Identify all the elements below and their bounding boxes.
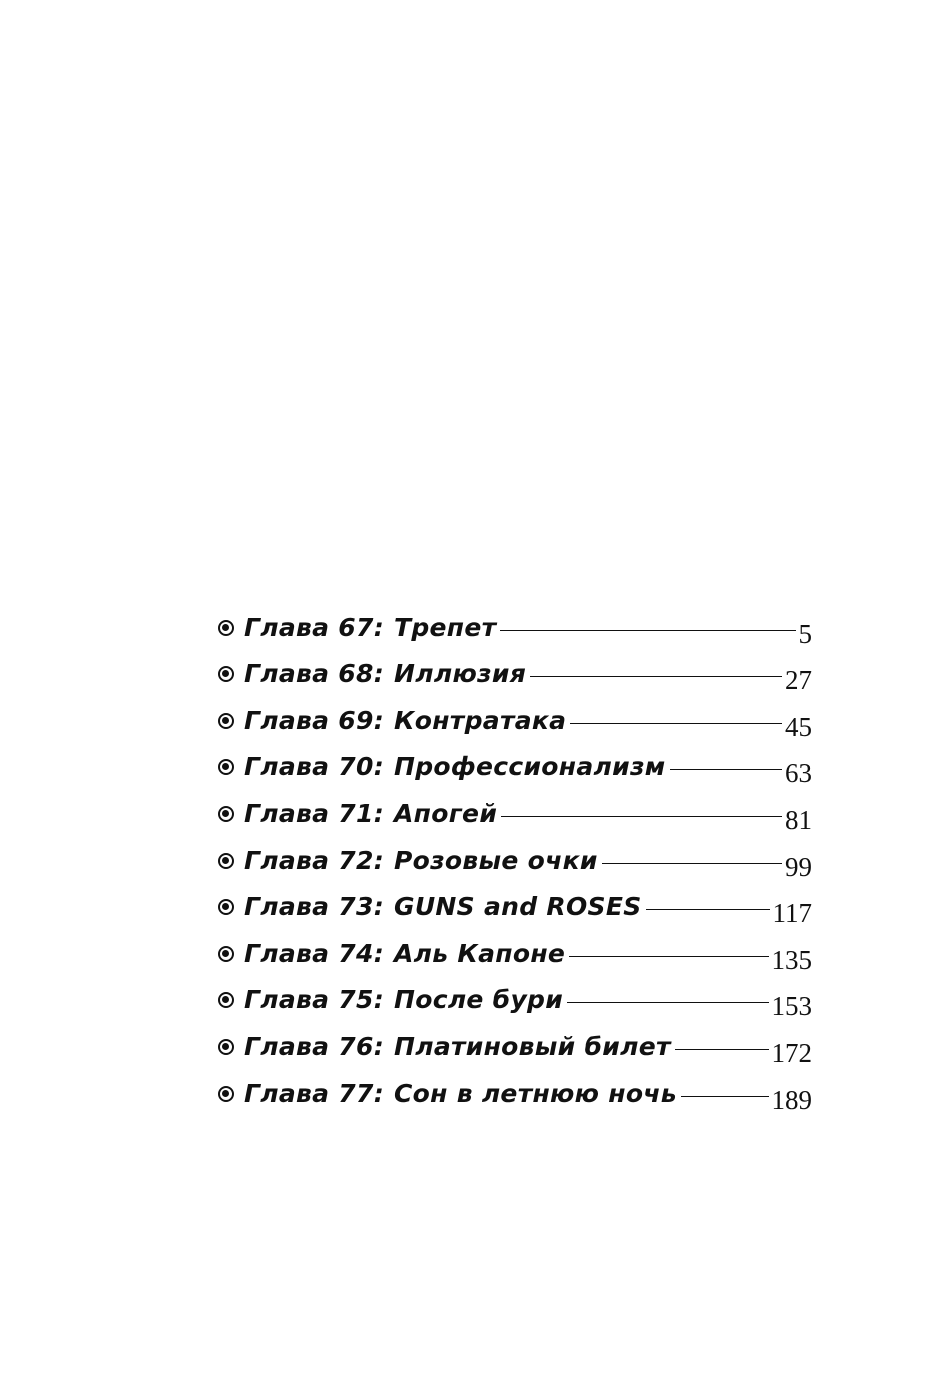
toc-entry-77[interactable] [218,1064,812,1115]
chapter-label: Глава 76: [244,1031,384,1061]
page-number: 81 [785,804,812,835]
chapter-label: Глава 68: [244,659,384,689]
chapter-label: Глава 69: [244,705,384,735]
page-number: 117 [772,898,812,929]
leader-line [501,816,782,817]
bullet-icon [218,620,234,636]
chapter-heading [244,844,598,878]
toc-entry-75[interactable] [218,971,812,1022]
chapter-title: Трепет [394,612,497,642]
bullet-icon [218,853,234,869]
chapter-heading [244,1077,677,1111]
page-number: 45 [785,711,812,742]
chapter-title: Апогей [394,798,498,828]
chapter-heading [244,657,526,691]
chapter-title: Профессионализм [394,752,666,782]
toc-entry-69[interactable] [218,691,812,742]
toc-entry-74[interactable] [218,924,812,975]
page-number: 172 [771,1037,812,1068]
page-number: 135 [771,944,812,975]
toc-entry-73[interactable] [218,878,812,929]
chapter-title: Сон в летнюю ночь [394,1078,677,1108]
page-number: 63 [785,758,812,789]
bullet-icon [218,713,234,729]
bullet-icon [218,806,234,822]
bullet-icon [218,946,234,962]
bullet-icon [218,899,234,915]
page-number: 27 [785,665,812,696]
chapter-label: Глава 67: [244,612,384,642]
chapter-label: Глава 72: [244,845,384,875]
leader-line [670,769,782,770]
leader-line [530,676,782,677]
bullet-icon [218,992,234,1008]
chapter-heading [244,750,666,784]
chapter-label: Глава 74: [244,938,384,968]
chapter-label: Глава 71: [244,798,384,828]
toc-entry-72[interactable] [218,831,812,882]
leader-line [569,956,768,957]
toc-entry-68[interactable] [218,645,812,696]
leader-line [646,909,770,910]
chapter-title: Контратака [394,705,567,735]
leader-line [681,1096,769,1097]
chapter-title: Розовые очки [394,845,598,875]
chapter-label: Глава 73: [244,892,384,922]
page-number: 99 [785,851,812,882]
page-number: 5 [798,618,812,649]
bullet-icon [218,759,234,775]
page-number: 153 [771,991,812,1022]
chapter-title: После бури [394,985,564,1015]
leader-line [602,863,782,864]
chapter-label: Глава 75: [244,985,384,1015]
toc-entry-67[interactable] [218,598,812,649]
chapter-heading [244,797,497,831]
chapter-label: Глава 70: [244,752,384,782]
chapter-title: Аль Капоне [394,938,566,968]
chapter-title: GUNS and ROSES [394,892,642,922]
bullet-icon [218,1039,234,1055]
leader-line [567,1002,768,1003]
leader-line [500,630,795,631]
leader-line [570,723,782,724]
bullet-icon [218,1086,234,1102]
chapter-label: Глава 77: [244,1078,384,1108]
chapter-heading [244,1030,671,1064]
toc-entry-71[interactable] [218,784,812,835]
chapter-heading [244,611,496,645]
toc-entry-70[interactable] [218,738,812,789]
chapter-title: Платиновый билет [394,1031,671,1061]
table-of-contents [218,598,812,1115]
chapter-heading [244,704,566,738]
chapter-title: Иллюзия [394,659,527,689]
chapter-heading [244,937,565,971]
bullet-icon [218,666,234,682]
chapter-heading [244,983,563,1017]
leader-line [675,1049,769,1050]
toc-entry-76[interactable] [218,1017,812,1068]
chapter-heading [244,890,642,924]
page-number: 189 [771,1084,812,1115]
